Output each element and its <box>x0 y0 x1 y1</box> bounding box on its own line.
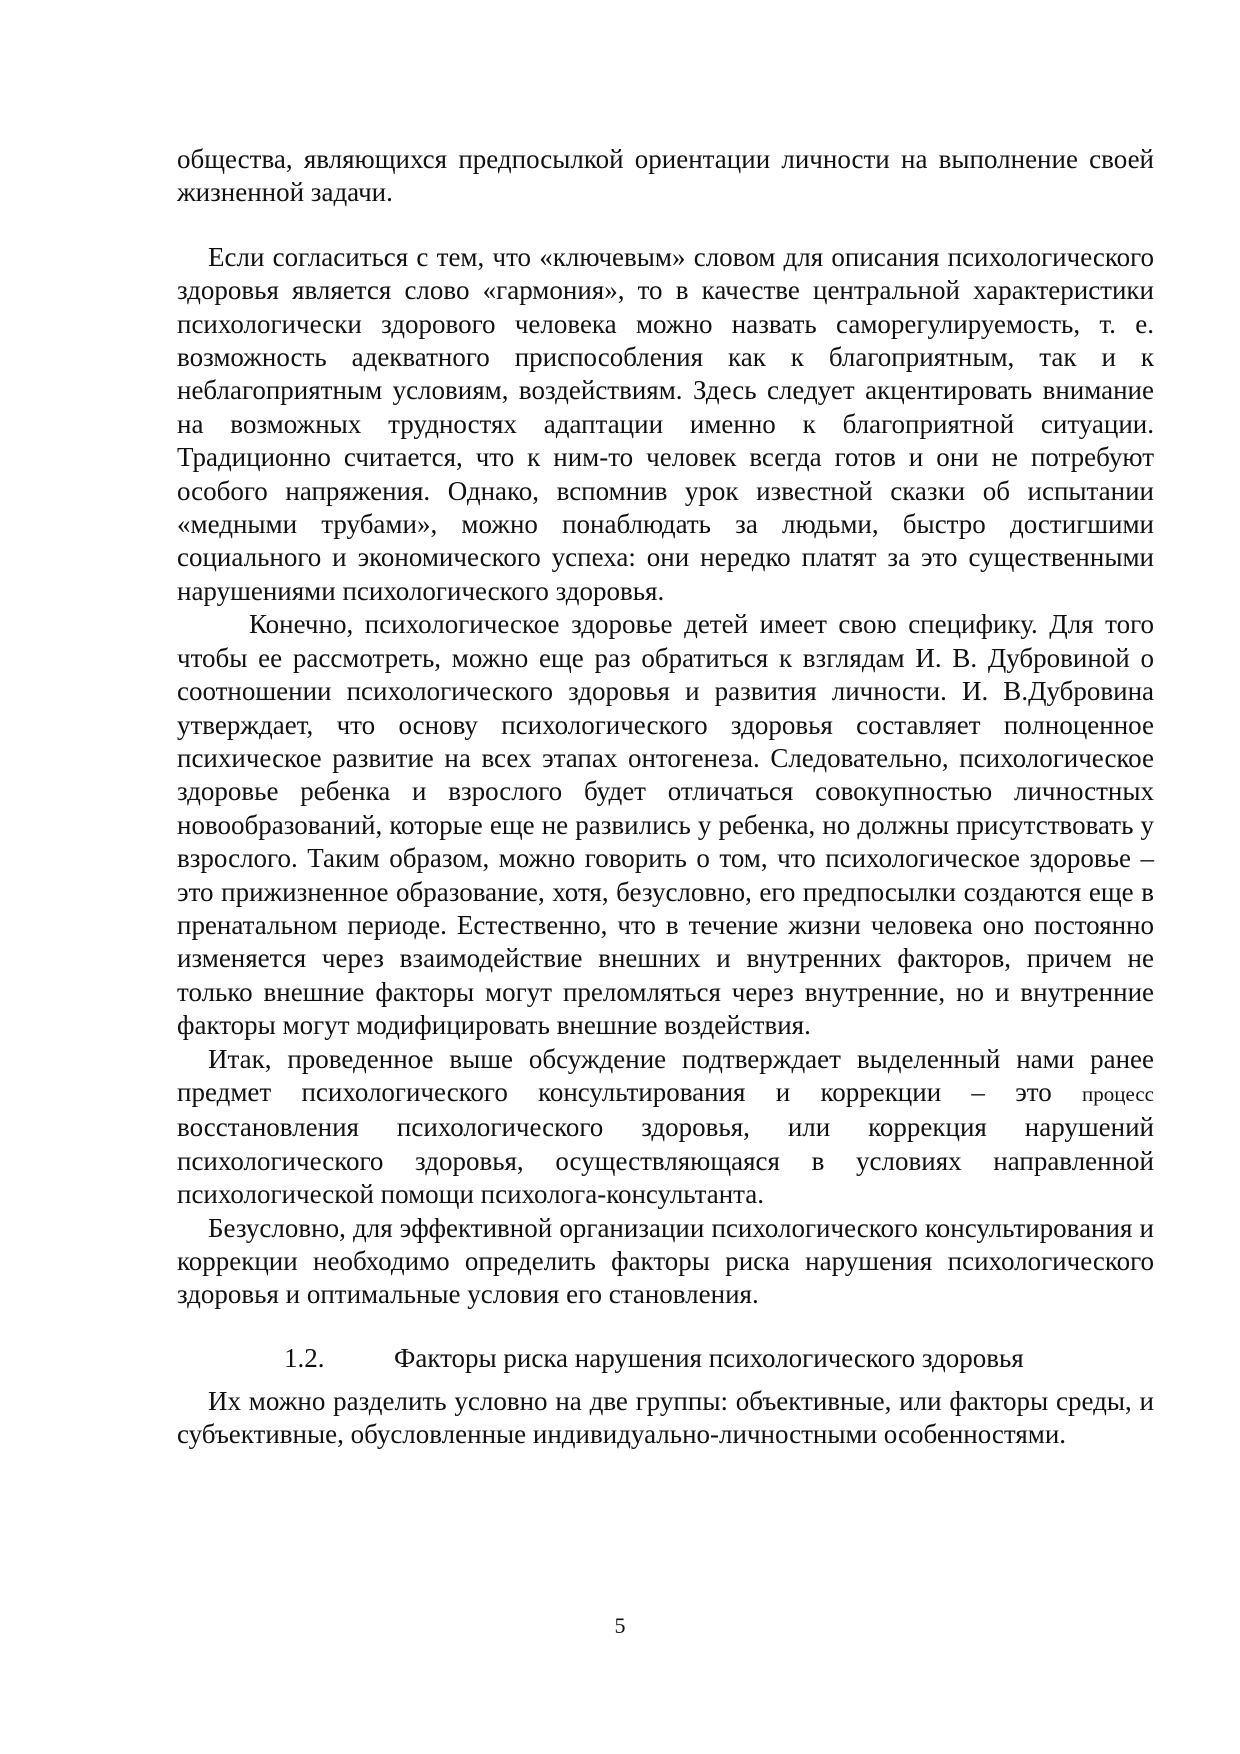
paragraph-5: Безусловно, для эффективной организации психологического консультирования и коррекции необходимо определить факторы риска нарушения психологического здоровья и оптимальные условия его становления. <box>177 1212 1154 1310</box>
paragraph-1: общества, являющихся предпосылкой ориентации личности на выполнение своей жизненной задачи. <box>177 144 1154 208</box>
paragraph-2: Если согласиться с тем, что «ключевым» словом для описания психологического здоровья является слово «гармония», то в качестве центральной характеристики психологически здорового человека можно назвать саморегулируемость, т. е. возможность адекватного приспособления как к благоприятным, так и к неблагоприятным условиям, воздействиям. Здесь следует акцентировать внимание на возможных трудностях адаптации именно к благоприятной ситуации. Традиционно считается, что к ним-то человек всегда готов и они не потребуют особого напряжения. Однако, вспомнив урок известной сказки об испытании «медными трубами», можно понаблюдать за людьми, быстро достигшими социального и экономического успеха: они нередко платят за это существенными нарушениями психологического здоровья. <box>177 241 1154 606</box>
paragraph-4-start: Итак, проведенное выше обсуждение подтверждает выделенный нами ранее предмет психологического консультирования и коррекции – это <box>177 1043 1154 1107</box>
section-heading <box>177 1342 1154 1375</box>
paragraph-4-small-word: процесс <box>1082 1081 1154 1106</box>
section-number: 1.2. <box>284 1342 325 1373</box>
page-body <box>177 143 1154 1452</box>
paragraph-4 <box>177 1043 1154 1212</box>
page-number: 5 <box>614 1613 626 1638</box>
paragraph-4-end: восстановления психологического здоровья, или коррекция нарушений психологического здоровья, осуществляющаяся в условиях направленной психологической помощи психолога-консультанта. <box>177 1112 1154 1210</box>
paragraph-3: Конечно, психологическое здоровье детей имеет свою специфику. Для того чтобы ее рассмотреть, можно еще раз обратиться к взглядам И. В. Дубровиной о соотношении психологического здоровья и развития личности. И. В.Дубровина утверждает, что основу психологического здоровья составляет полноценное психическое развитие на всех этапах онтогенеза. Следовательно, психологическое здоровье ребенка и взрослого будет отличаться совокупностью личностных новообразований, которые еще не развились у ребенка, но должны присутствовать у взрослого. Таким образом, можно говорить о том, что психологическое здоровье – это прижизненное образование, хотя, безусловно, его предпосылки создаются еще в пренатальном периоде. Естественно, что в течение жизни человека оно постоянно изменяется через взаимодействие внешних и внутренних факторов, причем не только внешние факторы могут преломляться через внутренние, но и внутренние факторы могут модифицировать внешние воздействия. <box>177 609 1154 1041</box>
section-title: Факторы риска нарушения психологического здоровья <box>394 1342 1024 1373</box>
paragraph-6: Их можно разделить условно на две группы: объективные, или факторы среды, и субъективные, обусловленные индивидуально-личностными особенностями. <box>177 1385 1154 1450</box>
